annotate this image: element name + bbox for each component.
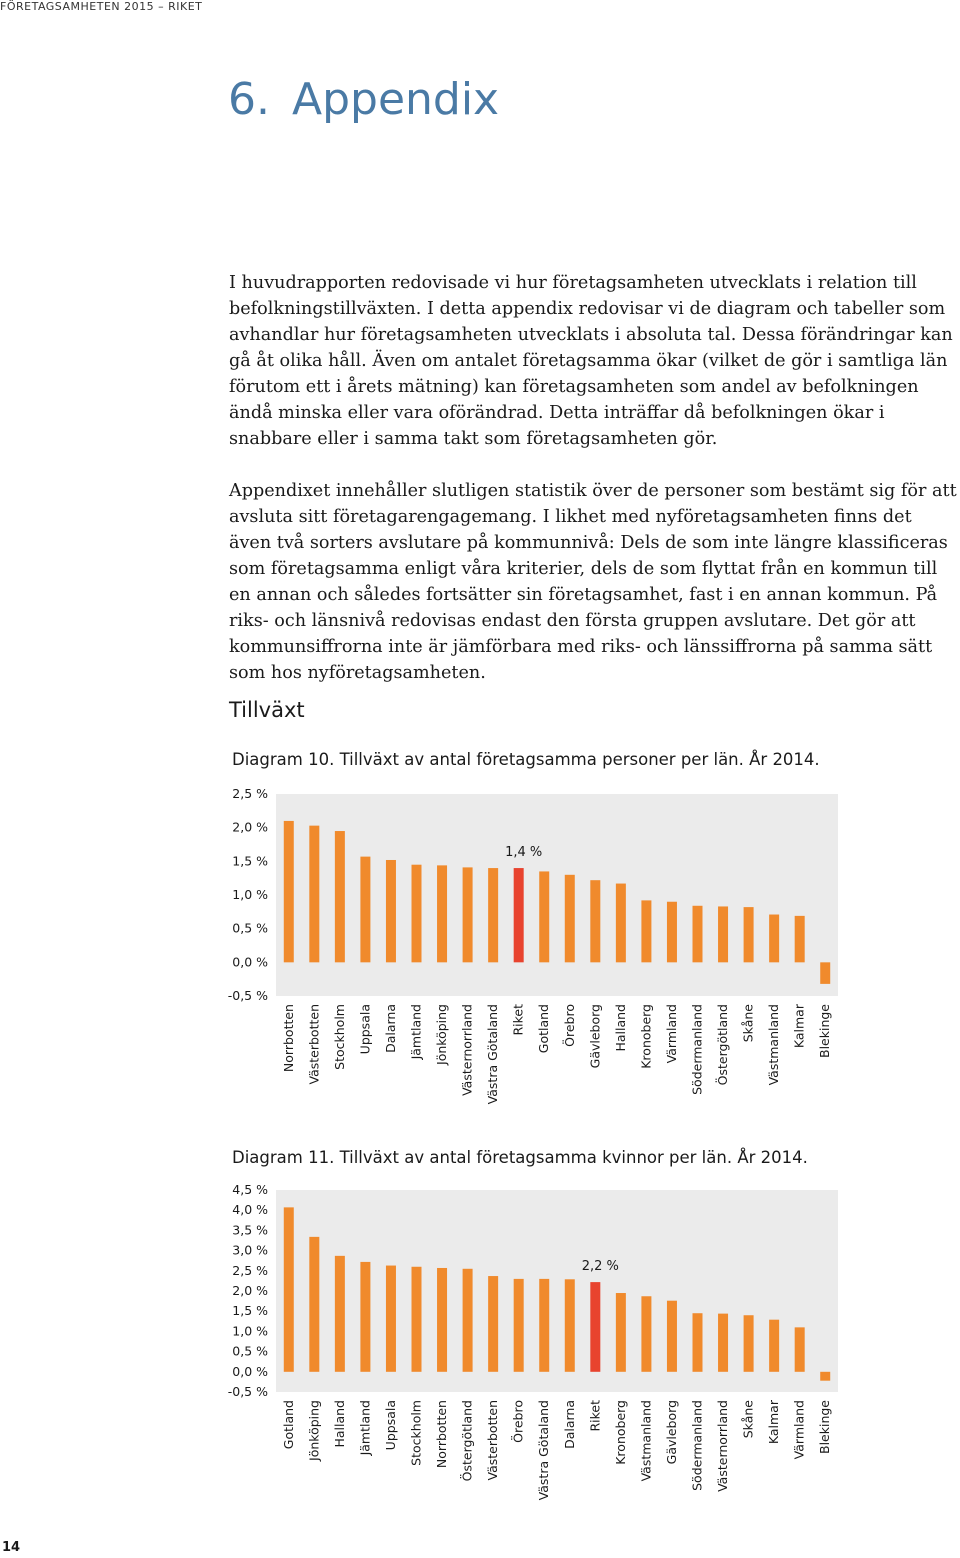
bar — [284, 821, 294, 962]
y-tick-label: 2,0 % — [232, 1283, 268, 1298]
y-tick-label: 3,0 % — [232, 1242, 268, 1258]
x-category-label: Östergötland — [459, 1400, 475, 1482]
bar — [539, 871, 549, 962]
y-tick-label: -0,5 % — [227, 1384, 268, 1399]
y-tick-label: 0,5 % — [232, 920, 268, 936]
x-category-label: Östergötland — [715, 1004, 731, 1086]
x-category-label: Norrbotten — [280, 1004, 296, 1073]
section-title-text: Appendix — [291, 74, 500, 125]
subheading: Tillväxt — [229, 698, 305, 722]
x-category-label: Gävleborg — [663, 1400, 679, 1465]
x-category-label: Södermanland — [689, 1400, 705, 1491]
x-category-label: Uppsala — [357, 1004, 373, 1055]
x-category-label: Värmland — [791, 1400, 807, 1460]
x-category-label: Halland — [612, 1004, 628, 1052]
bar — [718, 906, 728, 962]
bar — [360, 1262, 370, 1372]
y-tick-label: 3,5 % — [232, 1222, 268, 1238]
bar — [284, 1207, 294, 1371]
bar — [386, 860, 396, 962]
intro-paragraph: I huvudrapporten redovisade vi hur företagsamheten utvecklats i relation till befolkningstillväxten. I detta appendix redovisar vi de diagram och tabeller som avhandlar hur företagsamheten utvecklats i absoluta tal. Dessa förändringar kan gå åt olika håll. Även om antalet företagsamma ökar (vilket de gör i samtliga län förutom ett i årets mätning) kan företagsamheten som andel av befolkningen ändå minska eller vara oförändrad. Detta inträffar då befolkningen ökar i snabbare eller i samma takt som företagsamheten gör. — [229, 273, 953, 449]
bar — [437, 1268, 447, 1372]
x-category-label: Riket — [587, 1400, 603, 1432]
y-tick-label: 0,0 % — [232, 1363, 268, 1379]
chart-10-title: Diagram 10. Tillväxt av antal företagsamma personer per län. År 2014. — [232, 750, 820, 769]
bar — [539, 1279, 549, 1372]
y-tick-label: 4,5 % — [232, 1182, 268, 1197]
x-category-label: Västra Götaland — [536, 1400, 552, 1501]
bar — [463, 867, 473, 962]
highlight-data-label: 1,4 % — [505, 845, 543, 861]
bar-highlight — [590, 1282, 600, 1372]
page-number: 14 — [2, 1540, 21, 1555]
bar — [488, 868, 498, 962]
bar — [488, 1276, 498, 1372]
x-category-label: Kalmar — [791, 1004, 807, 1049]
bar — [335, 1256, 345, 1372]
bar — [641, 1296, 651, 1372]
y-tick-label: 2,5 % — [232, 786, 268, 801]
bar — [309, 826, 319, 963]
bar — [795, 916, 805, 962]
section-number: 6. — [228, 74, 270, 125]
bar-highlight — [514, 868, 524, 962]
x-category-label: Kronoberg — [638, 1004, 654, 1069]
x-category-label: Norrbotten — [434, 1400, 450, 1469]
bar — [641, 900, 651, 962]
x-category-label: Stockholm — [408, 1400, 424, 1466]
bar — [744, 1315, 754, 1372]
bar — [744, 907, 754, 962]
x-category-label: Västerbotten — [306, 1004, 322, 1085]
bar — [616, 1293, 626, 1372]
x-category-label: Värmland — [663, 1004, 679, 1064]
x-category-label: Gotland — [280, 1400, 296, 1450]
section-title — [228, 74, 500, 125]
x-category-label: Dalarna — [382, 1004, 398, 1053]
chart-10 — [0, 780, 960, 1120]
bar — [437, 865, 447, 962]
bar — [565, 875, 575, 963]
y-tick-label: 0,0 % — [232, 954, 268, 970]
bar — [693, 906, 703, 963]
plot-background — [276, 794, 838, 996]
x-category-label: Kalmar — [766, 1400, 782, 1445]
y-tick-label: 2,0 % — [232, 819, 268, 835]
x-category-label: Örebro — [561, 1004, 577, 1047]
x-category-label: Jönköping — [306, 1400, 322, 1461]
y-tick-label: 1,5 % — [232, 1303, 268, 1319]
bar — [360, 857, 370, 963]
bar — [412, 1267, 422, 1372]
bar — [565, 1279, 575, 1372]
bar — [590, 880, 600, 962]
bar — [693, 1313, 703, 1372]
x-category-label: Örebro — [510, 1400, 526, 1443]
bar — [718, 1314, 728, 1372]
x-category-label: Jönköping — [434, 1004, 450, 1065]
x-category-label: Västerbotten — [485, 1400, 501, 1481]
x-category-label: Västernorrland — [459, 1004, 475, 1096]
x-category-label: Västra Götaland — [485, 1004, 501, 1105]
bar — [769, 1320, 779, 1372]
highlight-data-label: 2,2 % — [581, 1259, 619, 1275]
bar — [769, 915, 779, 963]
bar — [667, 1301, 677, 1372]
x-category-label: Västernorrland — [715, 1400, 731, 1492]
x-category-label: Västmanland — [638, 1400, 654, 1482]
x-category-label: Riket — [510, 1004, 526, 1036]
bar — [667, 902, 677, 963]
x-category-label: Jämtland — [408, 1004, 424, 1060]
y-tick-label: 0,5 % — [232, 1343, 268, 1359]
x-category-label: Dalarna — [561, 1400, 577, 1449]
y-tick-label: 2,5 % — [232, 1262, 268, 1278]
x-category-label: Södermanland — [689, 1004, 705, 1095]
bar — [795, 1327, 805, 1371]
x-category-label: Västmanland — [766, 1004, 782, 1086]
x-category-label: Kronoberg — [612, 1400, 628, 1465]
bar — [616, 884, 626, 963]
x-category-label: Gävleborg — [587, 1004, 603, 1069]
appendix-paragraph: Appendixet innehåller slutligen statistik över de personer som bestämt sig för att avsluta sitt företagarengagemang. I likhet med nyföretagsamheten finns det även två sorters avslutare på kommunnivå: Dels de som inte längre klassificeras som företagsamma enligt våra kriterier, dels de som flyttat från en kommun till en annan och således fortsätter sin företagsamhet, fast i en annan kommun. På riks- och länsnivå redovisas endast den första gruppen avslutare. Det gör att kommunsiffrorna inte är jämförbara med riks- och länssiffrorna på samma sätt som hos nyföretagsamheten. — [229, 481, 957, 683]
chart-11 — [0, 1180, 960, 1510]
x-category-label: Blekinge — [817, 1400, 833, 1454]
x-category-label: Jämtland — [357, 1400, 373, 1456]
bar — [514, 1279, 524, 1372]
bar — [412, 865, 422, 963]
bar — [463, 1269, 473, 1372]
y-tick-label: 1,0 % — [232, 887, 268, 902]
x-category-label: Gotland — [536, 1004, 552, 1054]
running-header: FÖRETAGSAMHETEN 2015 – RIKET — [0, 0, 203, 13]
y-tick-label: 1,0 % — [232, 1323, 268, 1339]
y-tick-label: 4,0 % — [232, 1202, 268, 1218]
x-category-label: Skåne — [740, 1400, 756, 1439]
bar — [820, 962, 830, 984]
x-category-label: Stockholm — [331, 1004, 347, 1070]
bar — [309, 1237, 319, 1372]
bar — [820, 1372, 830, 1381]
bar — [386, 1266, 396, 1372]
bar — [335, 831, 345, 962]
x-category-label: Uppsala — [382, 1400, 398, 1451]
x-category-label: Blekinge — [817, 1004, 833, 1058]
plot-background — [276, 1190, 838, 1392]
x-category-label: Skåne — [740, 1004, 756, 1043]
y-tick-label: -0,5 % — [227, 988, 268, 1003]
chart-11-title: Diagram 11. Tillväxt av antal företagsamma kvinnor per län. År 2014. — [232, 1148, 808, 1167]
x-category-label: Halland — [331, 1400, 347, 1448]
y-tick-label: 1,5 % — [232, 853, 268, 869]
